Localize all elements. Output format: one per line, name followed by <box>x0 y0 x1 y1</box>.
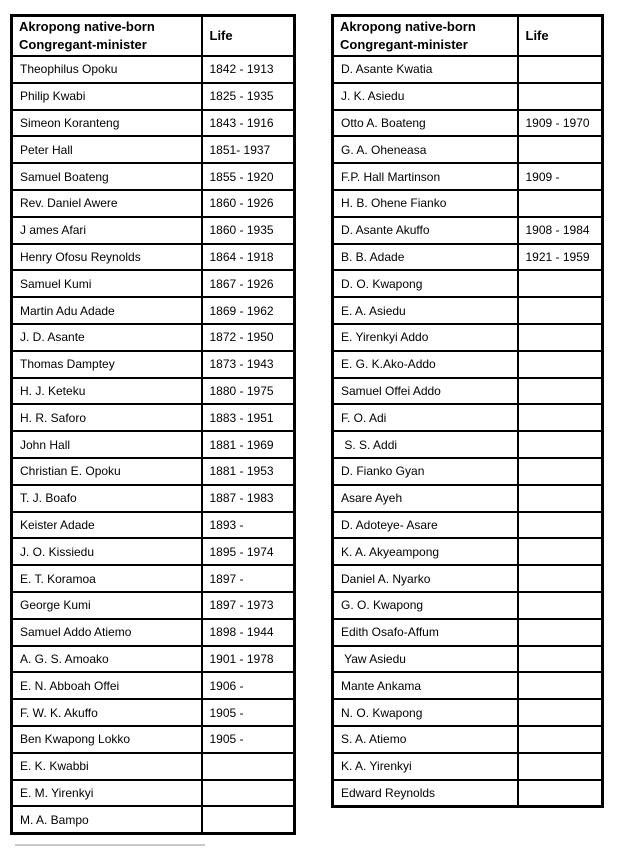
table-row <box>12 431 295 458</box>
life-dates-cell: 1864 - 1918 <box>202 244 295 271</box>
table-row <box>12 485 295 512</box>
header-title-line1: Akropong native-born <box>19 19 155 34</box>
life-dates-cell: 1905 - <box>202 726 295 753</box>
column-header-life: Life <box>518 16 603 57</box>
table-row <box>333 726 603 753</box>
left-table-body <box>12 56 295 834</box>
life-dates-cell: 1921 - 1959 <box>518 244 603 271</box>
life-dates-cell: 1880 - 1975 <box>202 378 295 405</box>
life-dates-cell <box>518 404 603 431</box>
table-row <box>333 110 603 137</box>
minister-name-cell: F. O. Adi <box>333 404 518 431</box>
minister-name-cell: Thomas Damptey <box>12 351 202 378</box>
table-row <box>12 780 295 807</box>
minister-name-cell: K. A. Akyeampong <box>333 538 518 565</box>
table-row <box>333 458 603 485</box>
table-row <box>333 83 603 110</box>
minister-name-cell: E. N. Abboah Offei <box>12 672 202 699</box>
minister-name-cell: H. R. Saforo <box>12 404 202 431</box>
life-dates-cell <box>518 83 603 110</box>
table-row <box>12 56 295 83</box>
table-row <box>333 297 603 324</box>
life-dates-cell: 1842 - 1913 <box>202 56 295 83</box>
minister-name-cell: E. T. Koramoa <box>12 565 202 592</box>
minister-name-cell: J ames Afari <box>12 217 202 244</box>
minister-name-cell: E. M. Yirenkyi <box>12 780 202 807</box>
life-dates-cell: 1897 - <box>202 565 295 592</box>
life-dates-cell <box>518 431 603 458</box>
table-row <box>333 56 603 83</box>
life-dates-cell <box>518 458 603 485</box>
life-dates-cell: 1897 - 1973 <box>202 592 295 619</box>
table-row <box>333 270 603 297</box>
life-dates-cell <box>518 378 603 405</box>
minister-name-cell: Otto A. Boateng <box>333 110 518 137</box>
minister-name-cell: K. A. Yirenkyi <box>333 753 518 780</box>
life-dates-cell: 1898 - 1944 <box>202 619 295 646</box>
table-row <box>12 324 295 351</box>
table-row <box>12 565 295 592</box>
life-dates-cell <box>202 780 295 807</box>
life-dates-cell <box>518 351 603 378</box>
table-row <box>333 753 603 780</box>
table-row <box>12 806 295 833</box>
life-dates-cell: 1825 - 1935 <box>202 83 295 110</box>
life-dates-cell <box>518 619 603 646</box>
minister-name-cell: F. W. K. Akuffo <box>12 699 202 726</box>
table-row <box>12 351 295 378</box>
table-row <box>333 190 603 217</box>
minister-name-cell: Asare Ayeh <box>333 485 518 512</box>
header-title-line1: Akropong native-born <box>340 19 476 34</box>
table-row <box>12 378 295 405</box>
minister-name-cell: Theophilus Opoku <box>12 56 202 83</box>
table-row <box>12 726 295 753</box>
scan-artifact-line <box>15 844 205 846</box>
minister-name-cell: F.P. Hall Martinson <box>333 163 518 190</box>
life-dates-cell <box>518 297 603 324</box>
life-dates-cell: 1901 - 1978 <box>202 646 295 673</box>
life-dates-cell: 1895 - 1974 <box>202 538 295 565</box>
header-row <box>333 16 603 57</box>
life-dates-cell: 1869 - 1962 <box>202 297 295 324</box>
minister-name-cell: Samuel Kumi <box>12 270 202 297</box>
table-row <box>12 592 295 619</box>
life-dates-cell <box>518 672 603 699</box>
minister-name-cell: Edith Osafo-Affum <box>333 619 518 646</box>
minister-name-cell: Daniel A. Nyarko <box>333 565 518 592</box>
life-dates-cell <box>518 56 603 83</box>
life-dates-cell: 1867 - 1926 <box>202 270 295 297</box>
table-row <box>12 110 295 137</box>
header-title-line2: Congregant-minister <box>340 37 468 52</box>
minister-name-cell: S. A. Atiemo <box>333 726 518 753</box>
life-dates-cell <box>518 190 603 217</box>
header-title-line2: Congregant-minister <box>19 37 147 52</box>
table-row <box>333 780 603 807</box>
life-dates-cell <box>202 806 295 833</box>
life-dates-cell: 1909 - <box>518 163 603 190</box>
table-row <box>333 324 603 351</box>
table-row <box>12 458 295 485</box>
table-row <box>333 244 603 271</box>
minister-name-cell: Samuel Offei Addo <box>333 378 518 405</box>
table-row <box>333 565 603 592</box>
table-row <box>12 83 295 110</box>
minister-name-cell: George Kumi <box>12 592 202 619</box>
life-dates-cell: 1908 - 1984 <box>518 217 603 244</box>
life-dates-cell: 1855 - 1920 <box>202 163 295 190</box>
minister-name-cell: Edward Reynolds <box>333 780 518 807</box>
table-row <box>12 753 295 780</box>
table-row <box>333 646 603 673</box>
life-dates-cell <box>202 753 295 780</box>
table-row <box>12 672 295 699</box>
minister-name-cell: D. Adoteye- Asare <box>333 512 518 539</box>
table-row <box>333 404 603 431</box>
ministers-table-right <box>331 14 604 808</box>
life-dates-cell <box>518 753 603 780</box>
header-row <box>12 16 295 57</box>
minister-name-cell: H. J. Keteku <box>12 378 202 405</box>
life-dates-cell: 1843 - 1916 <box>202 110 295 137</box>
table-row <box>12 512 295 539</box>
table-row <box>12 270 295 297</box>
table-row <box>333 351 603 378</box>
table-row <box>333 378 603 405</box>
life-dates-cell: 1873 - 1943 <box>202 351 295 378</box>
minister-name-cell: Rev. Daniel Awere <box>12 190 202 217</box>
life-dates-cell <box>518 565 603 592</box>
table-row <box>333 672 603 699</box>
life-dates-cell <box>518 592 603 619</box>
life-dates-cell <box>518 538 603 565</box>
minister-name-cell: Peter Hall <box>12 136 202 163</box>
minister-name-cell: M. A. Bampo <box>12 806 202 833</box>
minister-name-cell: Samuel Addo Atiemo <box>12 619 202 646</box>
minister-name-cell: G. O. Kwapong <box>333 592 518 619</box>
life-dates-cell <box>518 136 603 163</box>
table-row <box>333 485 603 512</box>
table-row <box>333 431 603 458</box>
ministers-table-left <box>10 14 296 835</box>
table-row <box>333 592 603 619</box>
life-dates-cell <box>518 324 603 351</box>
table-row <box>333 512 603 539</box>
right-table-body <box>333 56 603 807</box>
table-row <box>333 136 603 163</box>
table-row <box>333 538 603 565</box>
minister-name-cell: Christian E. Opoku <box>12 458 202 485</box>
minister-name-cell: D. Asante Akuffo <box>333 217 518 244</box>
table-row <box>12 297 295 324</box>
minister-name-cell: T. J. Boafo <box>12 485 202 512</box>
column-header-minister <box>333 16 518 57</box>
life-dates-cell <box>518 512 603 539</box>
life-dates-cell: 1909 - 1970 <box>518 110 603 137</box>
minister-name-cell: Samuel Boateng <box>12 163 202 190</box>
minister-name-cell: G. A. Oheneasa <box>333 136 518 163</box>
table-row <box>12 619 295 646</box>
life-dates-cell: 1887 - 1983 <box>202 485 295 512</box>
minister-name-cell: E. Yirenkyi Addo <box>333 324 518 351</box>
minister-name-cell: Simeon Koranteng <box>12 110 202 137</box>
minister-name-cell: J. D. Asante <box>12 324 202 351</box>
minister-name-cell: D. Asante Kwatia <box>333 56 518 83</box>
column-header-minister <box>12 16 202 57</box>
life-dates-cell <box>518 699 603 726</box>
minister-name-cell: Henry Ofosu Reynolds <box>12 244 202 271</box>
life-dates-cell <box>518 270 603 297</box>
life-dates-cell <box>518 726 603 753</box>
table-row <box>12 190 295 217</box>
life-dates-cell: 1881 - 1969 <box>202 431 295 458</box>
minister-name-cell: S. S. Addi <box>333 431 518 458</box>
table-row <box>12 404 295 431</box>
life-dates-cell <box>518 646 603 673</box>
minister-name-cell: B. B. Adade <box>333 244 518 271</box>
column-header-life: Life <box>202 16 295 57</box>
table-row <box>333 217 603 244</box>
table-row <box>12 244 295 271</box>
minister-name-cell: N. O. Kwapong <box>333 699 518 726</box>
table-row <box>333 699 603 726</box>
minister-name-cell: Yaw Asiedu <box>333 646 518 673</box>
minister-name-cell: E. A. Asiedu <box>333 297 518 324</box>
minister-name-cell: D. O. Kwapong <box>333 270 518 297</box>
minister-name-cell: Keister Adade <box>12 512 202 539</box>
life-dates-cell: 1860 - 1926 <box>202 190 295 217</box>
life-dates-cell: 1860 - 1935 <box>202 217 295 244</box>
table-row <box>12 163 295 190</box>
life-dates-cell <box>518 485 603 512</box>
life-dates-cell: 1851- 1937 <box>202 136 295 163</box>
table-row <box>12 699 295 726</box>
life-dates-cell: 1905 - <box>202 699 295 726</box>
table-row <box>333 619 603 646</box>
life-dates-cell: 1906 - <box>202 672 295 699</box>
life-dates-cell: 1883 - 1951 <box>202 404 295 431</box>
table-row <box>12 136 295 163</box>
minister-name-cell: Ben Kwapong Lokko <box>12 726 202 753</box>
life-dates-cell: 1893 - <box>202 512 295 539</box>
minister-name-cell: John Hall <box>12 431 202 458</box>
table-row <box>12 538 295 565</box>
life-dates-cell <box>518 780 603 807</box>
minister-name-cell: E. K. Kwabbi <box>12 753 202 780</box>
minister-name-cell: J. O. Kissiedu <box>12 538 202 565</box>
table-row <box>12 646 295 673</box>
minister-name-cell: H. B. Ohene Fianko <box>333 190 518 217</box>
minister-name-cell: Mante Ankama <box>333 672 518 699</box>
minister-name-cell: A. G. S. Amoako <box>12 646 202 673</box>
minister-name-cell: J. K. Asiedu <box>333 83 518 110</box>
table-row <box>12 217 295 244</box>
life-dates-cell: 1872 - 1950 <box>202 324 295 351</box>
minister-name-cell: Philip Kwabi <box>12 83 202 110</box>
minister-name-cell: D. Fianko Gyan <box>333 458 518 485</box>
minister-name-cell: Martin Adu Adade <box>12 297 202 324</box>
minister-name-cell: E. G. K.Ako-Addo <box>333 351 518 378</box>
table-row <box>333 163 603 190</box>
life-dates-cell: 1881 - 1953 <box>202 458 295 485</box>
